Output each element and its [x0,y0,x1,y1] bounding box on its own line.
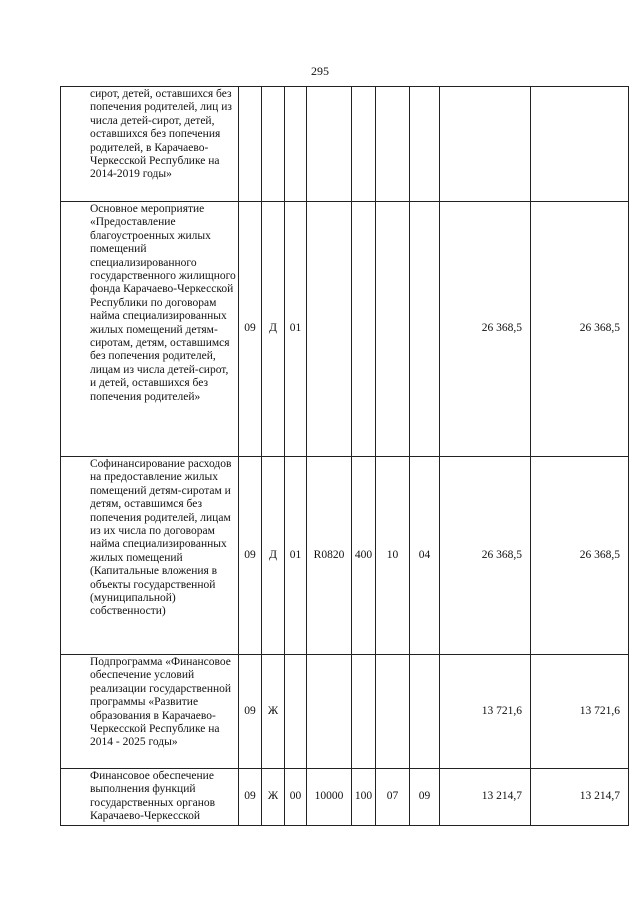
code-cell: 10 [376,457,410,655]
code-cell: 01 [285,457,307,655]
code-cell [262,87,285,202]
code-cell: 04 [410,457,440,655]
amount-cell [531,87,629,202]
table-row [61,457,629,655]
code-cell [307,87,352,202]
code-cell [376,202,410,457]
table-row [61,769,629,826]
amount-cell: 13 214,7 [440,769,531,826]
table-row [61,655,629,769]
code-cell [376,655,410,769]
table-row [61,87,629,202]
amount-cell: 26 368,5 [440,457,531,655]
code-cell [410,87,440,202]
code-cell [285,87,307,202]
row-name-cell: Подпрограмма «Финансовое обеспечение условий реализации государственной программы «Развитие образования в Карачаево-Черкесской Республике на 2014 - 2025 годы» [61,655,239,769]
code-cell [352,655,376,769]
code-cell: 09 [239,769,262,826]
code-cell [376,87,410,202]
row-name-cell: Финансовое обеспечение выполнения функций государственных органов Карачаево-Черкесской [61,769,239,826]
amount-cell: 26 368,5 [531,457,629,655]
code-cell: 100 [352,769,376,826]
amount-cell: 13 721,6 [531,655,629,769]
row-name-cell: сирот, детей, оставшихся без попечения родителей, лиц из числа детей-сирот, детей, оставшихся без попечения родителей, в Карачаево-Черкесской Республике на 2014-2019 годы» [61,87,239,202]
code-cell: 07 [376,769,410,826]
code-cell [307,202,352,457]
code-cell [410,202,440,457]
code-cell [285,655,307,769]
code-cell [410,655,440,769]
code-cell: 09 [239,202,262,457]
amount-cell [440,87,531,202]
code-cell: 400 [352,457,376,655]
amount-cell: 26 368,5 [531,202,629,457]
code-cell: Ж [262,655,285,769]
code-cell: 10000 [307,769,352,826]
amount-cell: 26 368,5 [440,202,531,457]
code-cell [352,87,376,202]
code-cell: 09 [239,457,262,655]
amount-cell: 13 721,6 [440,655,531,769]
code-cell: Ж [262,769,285,826]
code-cell [352,202,376,457]
budget-table [60,86,629,826]
code-cell: 09 [410,769,440,826]
row-name-cell: Основное мероприятие «Предоставление благоустроенных жилых помещений специализированного государственного жилищного фонда Карачаево-Черкесской Республики по договорам найма специализированных жилых помещений детям-сиротам, детям, оставшимся без попечения родителей, лицам из числа детей-сирот, и детей, оставшихся без попечения родителей» [61,202,239,457]
code-cell: 09 [239,655,262,769]
table-row [61,202,629,457]
code-cell: Д [262,202,285,457]
page-number: 295 [311,64,329,78]
amount-cell: 13 214,7 [531,769,629,826]
code-cell: 00 [285,769,307,826]
code-cell: 01 [285,202,307,457]
code-cell: Д [262,457,285,655]
code-cell [239,87,262,202]
row-name-cell: Софинансирование расходов на предоставление жилых помещений детям-сиротам и детям, оставшимся без попечения родителей, лицам из их числа по договорам найма специализированных жилых помещений (Капитальные вложения в объекты государственной (муниципальной) собственности) [61,457,239,655]
code-cell: R0820 [307,457,352,655]
code-cell [307,655,352,769]
